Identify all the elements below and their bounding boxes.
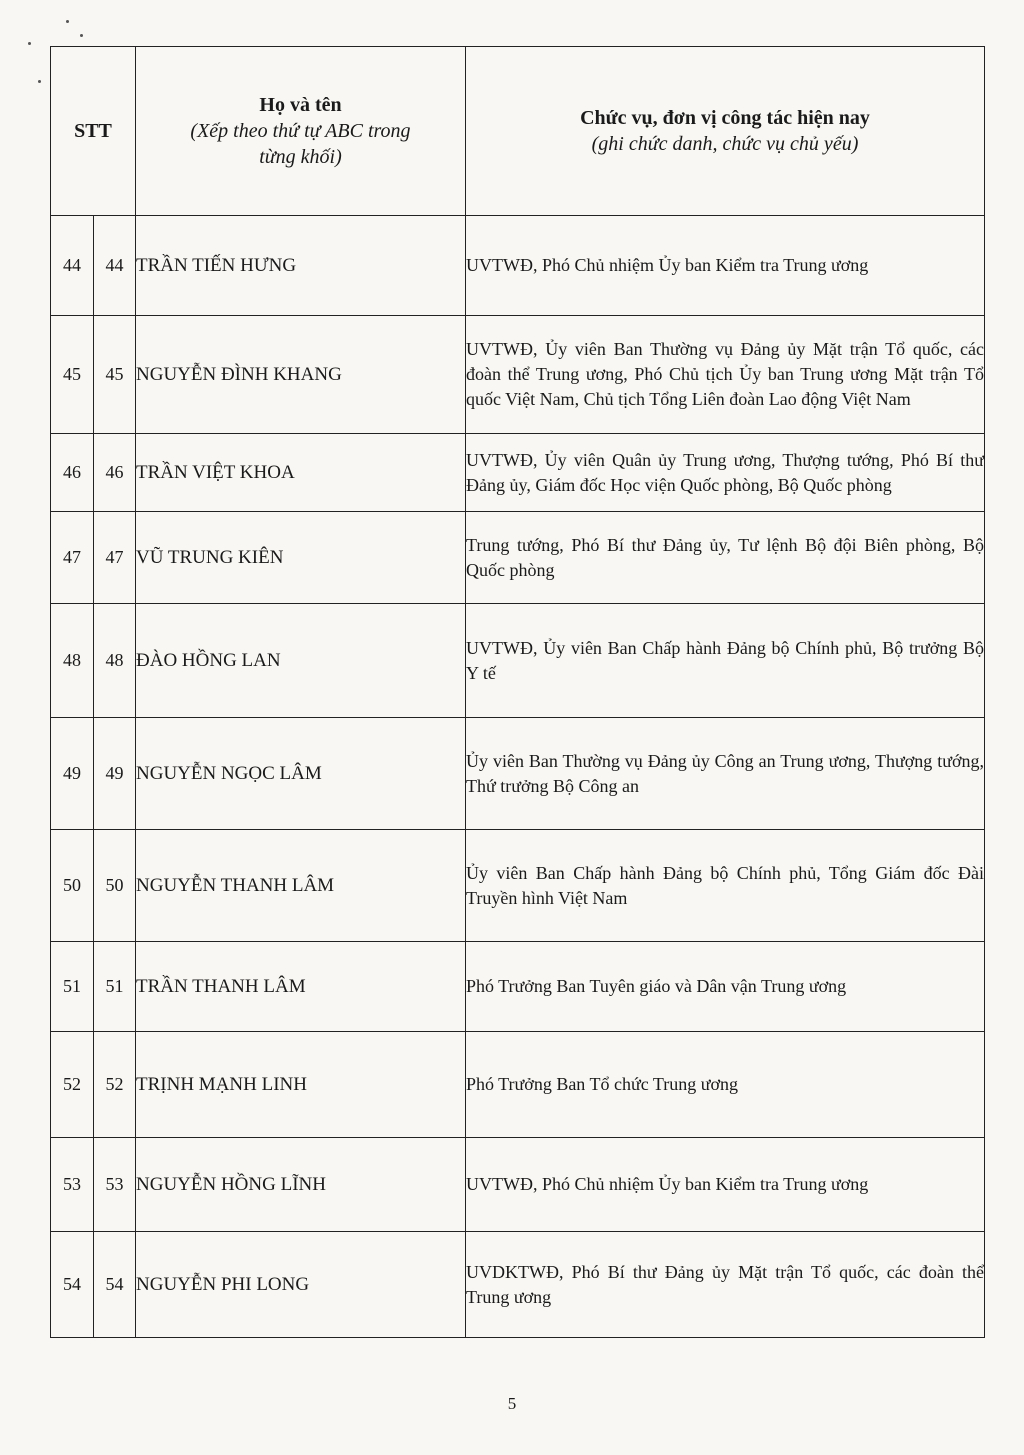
row-stt-sub: 52 xyxy=(94,1032,136,1138)
row-position: Ủy viên Ban Thường vụ Đảng ủy Công an Trung ương, Thượng tướng, Thứ trưởng Bộ Công an xyxy=(466,718,985,830)
row-name: TRẦN TIẾN HƯNG xyxy=(136,216,466,316)
row-stt-sub: 47 xyxy=(94,512,136,604)
header-position-note: (ghi chức danh, chức vụ chủ yếu) xyxy=(591,133,859,155)
row-position: UVTWĐ, Ủy viên Ban Thường vụ Đảng ủy Mặt trận Tổ quốc, các đoàn thể Trung ương, Phó Chủ tịch Ủy ban Trung ương Mặt trận Tổ quốc Việt Nam, Chủ tịch Tổng Liên đoàn Lao động Việt Nam xyxy=(466,316,985,434)
row-stt: 52 xyxy=(51,1032,94,1138)
row-name: TRẦN VIỆT KHOA xyxy=(136,434,466,512)
row-stt-sub: 53 xyxy=(94,1138,136,1232)
header-name-title: Họ và tên xyxy=(259,94,342,116)
table-row xyxy=(51,830,985,942)
header-position-title: Chức vụ, đơn vị công tác hiện nay xyxy=(580,107,870,129)
row-stt-sub: 46 xyxy=(94,434,136,512)
row-position: Phó Trưởng Ban Tổ chức Trung ương xyxy=(466,1032,985,1138)
row-stt-sub: 44 xyxy=(94,216,136,316)
scan-speck xyxy=(66,20,69,23)
row-name: NGUYỄN NGỌC LÂM xyxy=(136,718,466,830)
row-stt-sub: 54 xyxy=(94,1232,136,1338)
row-stt-sub: 45 xyxy=(94,316,136,434)
row-name: NGUYỄN THANH LÂM xyxy=(136,830,466,942)
table-row xyxy=(51,216,985,316)
scan-speck xyxy=(28,42,31,45)
header-position xyxy=(466,47,985,216)
personnel-table xyxy=(50,46,985,1338)
row-name: NGUYỄN PHI LONG xyxy=(136,1232,466,1338)
row-stt: 54 xyxy=(51,1232,94,1338)
table-row xyxy=(51,434,985,512)
row-position: Ủy viên Ban Chấp hành Đảng bộ Chính phủ, Tổng Giám đốc Đài Truyền hình Việt Nam xyxy=(466,830,985,942)
row-stt-sub: 51 xyxy=(94,942,136,1032)
row-position: Phó Trưởng Ban Tuyên giáo và Dân vận Trung ương xyxy=(466,942,985,1032)
row-stt: 53 xyxy=(51,1138,94,1232)
row-stt: 44 xyxy=(51,216,94,316)
row-position: Trung tướng, Phó Bí thư Đảng ủy, Tư lệnh Bộ đội Biên phòng, Bộ Quốc phòng xyxy=(466,512,985,604)
row-stt-sub: 50 xyxy=(94,830,136,942)
header-stt: STT xyxy=(51,47,136,216)
table-row xyxy=(51,316,985,434)
table-row xyxy=(51,512,985,604)
header-name-note: (Xếp theo thứ tự ABC trong từng khối) xyxy=(190,120,411,168)
table-row xyxy=(51,1032,985,1138)
row-stt: 46 xyxy=(51,434,94,512)
table-row xyxy=(51,718,985,830)
table-row xyxy=(51,1232,985,1338)
table-row xyxy=(51,1138,985,1232)
row-name: VŨ TRUNG KIÊN xyxy=(136,512,466,604)
scan-speck xyxy=(38,80,41,83)
table-row xyxy=(51,942,985,1032)
row-name: NGUYỄN ĐÌNH KHANG xyxy=(136,316,466,434)
row-position: UVTWĐ, Ủy viên Quân ủy Trung ương, Thượng tướng, Phó Bí thư Đảng ủy, Giám đốc Học viện Quốc phòng, Bộ Quốc phòng xyxy=(466,434,985,512)
row-stt: 47 xyxy=(51,512,94,604)
page-number: 5 xyxy=(507,1394,517,1413)
table-header-row xyxy=(51,47,985,216)
row-name: ĐÀO HỒNG LAN xyxy=(136,604,466,718)
row-stt: 45 xyxy=(51,316,94,434)
row-name: TRẦN THANH LÂM xyxy=(136,942,466,1032)
header-name xyxy=(136,47,466,216)
row-position: UVTWĐ, Phó Chủ nhiệm Ủy ban Kiểm tra Trung ương xyxy=(466,1138,985,1232)
row-name: NGUYỄN HỒNG LĨNH xyxy=(136,1138,466,1232)
row-stt: 49 xyxy=(51,718,94,830)
table-row xyxy=(51,604,985,718)
row-stt: 51 xyxy=(51,942,94,1032)
row-position: UVTWĐ, Phó Chủ nhiệm Ủy ban Kiểm tra Trung ương xyxy=(466,216,985,316)
row-position: UVTWĐ, Ủy viên Ban Chấp hành Đảng bộ Chính phủ, Bộ trưởng Bộ Y tế xyxy=(466,604,985,718)
row-stt: 50 xyxy=(51,830,94,942)
row-stt-sub: 48 xyxy=(94,604,136,718)
scan-speck xyxy=(80,34,83,37)
row-stt: 48 xyxy=(51,604,94,718)
row-name: TRỊNH MẠNH LINH xyxy=(136,1032,466,1138)
row-position: UVDKTWĐ, Phó Bí thư Đảng ủy Mặt trận Tổ quốc, các đoàn thể Trung ương xyxy=(466,1232,985,1338)
row-stt-sub: 49 xyxy=(94,718,136,830)
